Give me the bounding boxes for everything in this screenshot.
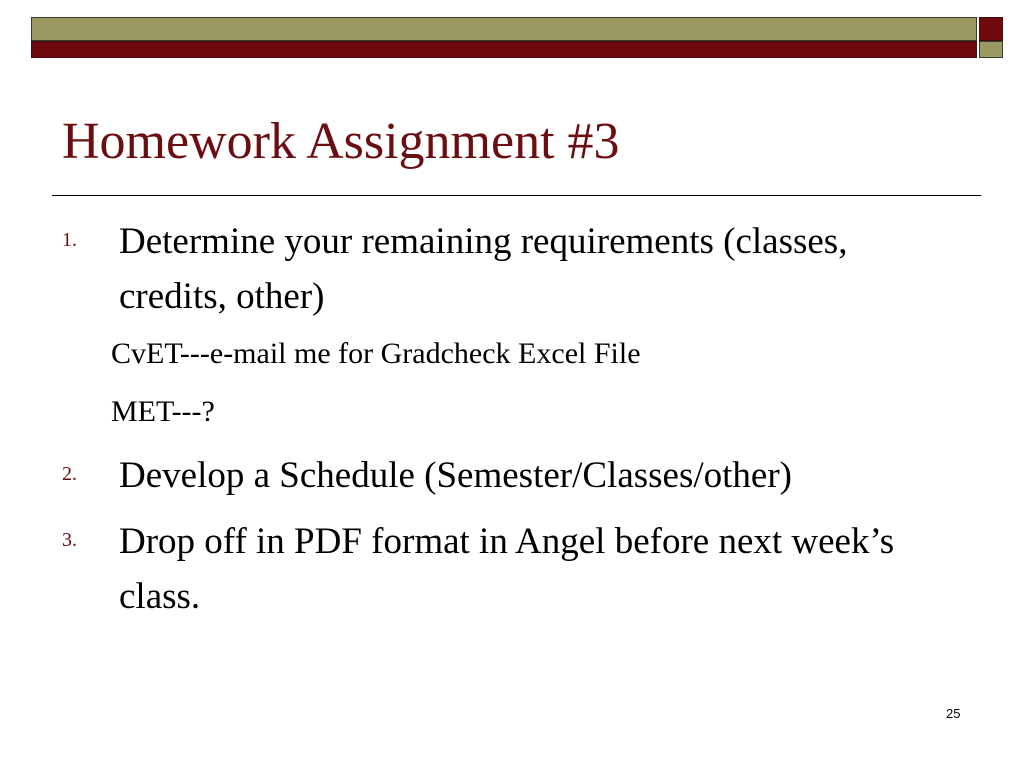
banner-maroon-square xyxy=(979,17,1003,41)
list-item-3 xyxy=(62,514,962,624)
sub-item-met: MET---? xyxy=(111,395,215,428)
list-item-text: Develop a Schedule (Semester/Classes/other) xyxy=(119,455,792,496)
list-item-number: 3. xyxy=(62,529,77,551)
banner-olive-bar xyxy=(31,17,977,41)
list-item-1 xyxy=(62,214,962,324)
list-item-text: Determine your remaining requirements (classes, credits, other) xyxy=(119,221,848,317)
title-divider xyxy=(52,195,981,196)
banner-maroon-bar xyxy=(31,41,977,58)
list-item-number: 1. xyxy=(62,229,77,251)
banner-olive-square xyxy=(979,41,1003,58)
list-item-number: 2. xyxy=(62,463,77,485)
slide-title: Homework Assignment #3 xyxy=(62,113,620,170)
page-number: 25 xyxy=(946,706,961,721)
sub-item-cvet: CvET---e-mail me for Gradcheck Excel File xyxy=(111,337,641,370)
list-item-2 xyxy=(62,448,962,503)
list-item-text: Drop off in PDF format in Angel before next week’s class. xyxy=(119,521,895,617)
